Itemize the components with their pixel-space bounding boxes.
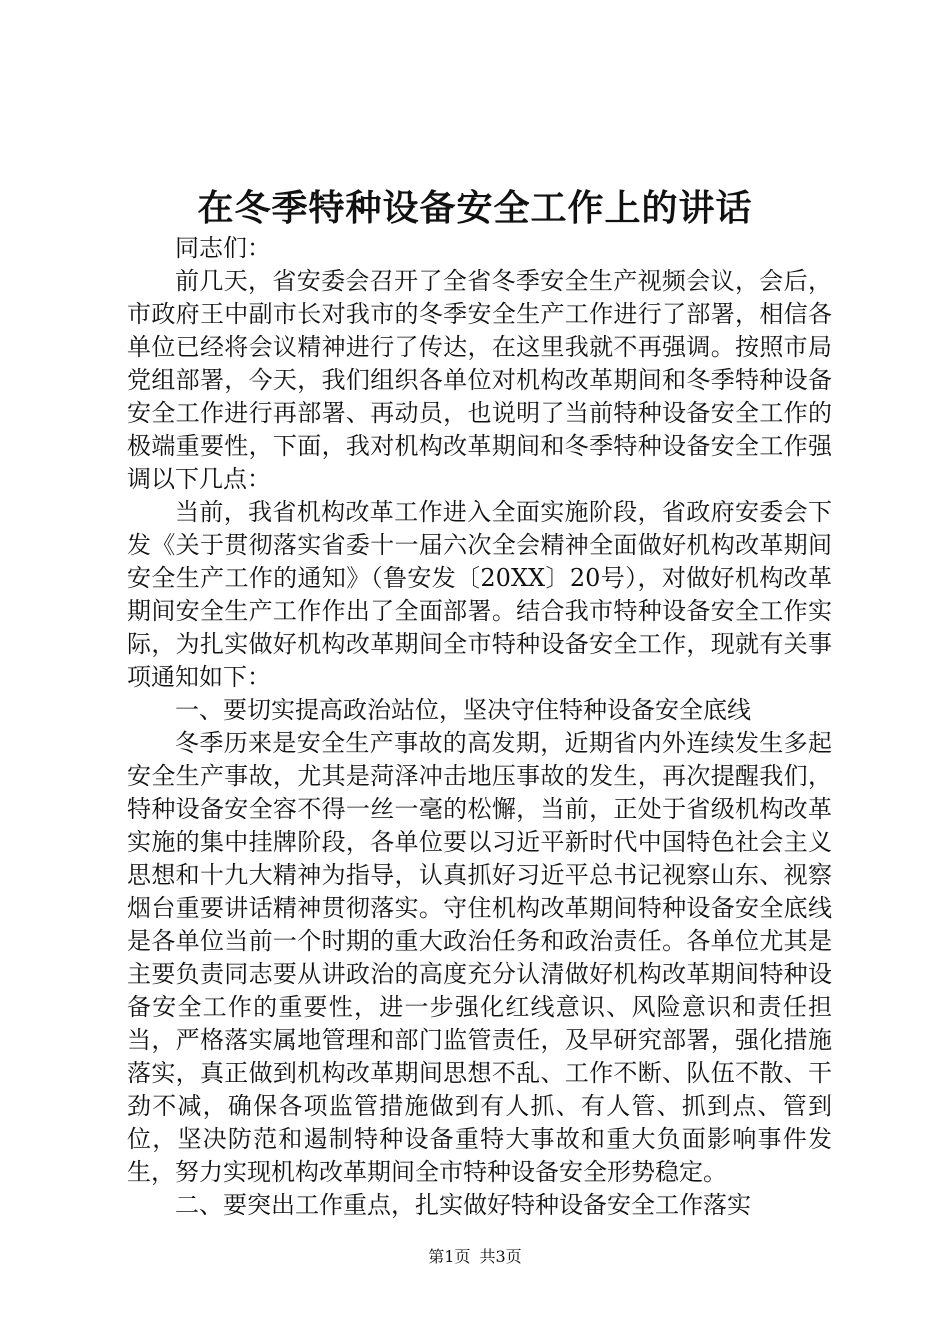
- page-footer: [0, 1246, 950, 1268]
- paragraph: 前几天，省安委会召开了全省冬季安全生产视频会议，会后，市政府王中副市长对我市的冬季安全生产工作进行了部署，相信各单位已经将会议精神进行了传达，在这里我就不再强调。按照市局党组部署，今天，我们组织各单位对机构改革期间和冬季特种设备安全工作进行再部署、再动员，也说明了当前特种设备安全工作的极端重要性，下面，我对机构改革期间和冬季特种设备安全工作强调以下几点：: [127, 267, 832, 493]
- paragraph: 当前，我省机构改革工作进入全面实施阶段，省政府安委会下发《关于贯彻落实省委十一届六次全会精神全面做好机构改革期间安全生产工作的通知》（鲁安发〔20XX〕20号），对做好机构改革期间安全生产工作作出了全面部署。结合我市特种设备安全工作实际，为扎实做好机构改革期间全市特种设备安全工作，现就有关事项通知如下：: [127, 498, 832, 691]
- page-total: 共3页: [479, 1247, 522, 1266]
- salutation: 同志们：: [175, 234, 271, 262]
- paragraph: 冬季历来是安全生产事故的高发期，近期省内外连续发生多起安全生产事故，尤其是菏泽冲击地压事故的发生，再次提醒我们，特种设备安全容不得一丝一毫的松懈，当前，正处于省级机构改革实施的集中挂牌阶段，各单位要以习近平新时代中国特色社会主义思想和十九大精神为指导，认真抓好习近平总书记视察山东、视察烟台重要讲话精神贯彻落实。守住机构改革期间特种设备安全底线是各单位当前一个时期的重大政治任务和政治责任。各单位尤其是主要负责同志要从讲政治的高度充分认清做好机构改革期间特种设备安全工作的重要性，进一步强化红线意识、风险意识和责任担当，严格落实属地管理和部门监管责任，及早研究部署，强化措施落实，真正做到机构改革期间思想不乱、工作不断、队伍不散、干劲不减，确保各项监管措施做到有人抓、有人管、抓到点、管到位，坚决防范和遏制特种设备重特大事故和重大负面影响事件发生，努力实现机构改革期间全市特种设备安全形势稳定。: [127, 729, 832, 1186]
- section-heading: 一、要切实提高政治站位，坚决守住特种设备安全底线: [175, 696, 751, 724]
- document-body: [127, 232, 832, 1222]
- page-number: 第1页: [428, 1247, 471, 1266]
- section-heading: 二、要突出工作重点，扎实做好特种设备安全工作落实: [175, 1191, 751, 1219]
- document-title: 在冬季特种设备安全工作上的讲话: [197, 187, 753, 229]
